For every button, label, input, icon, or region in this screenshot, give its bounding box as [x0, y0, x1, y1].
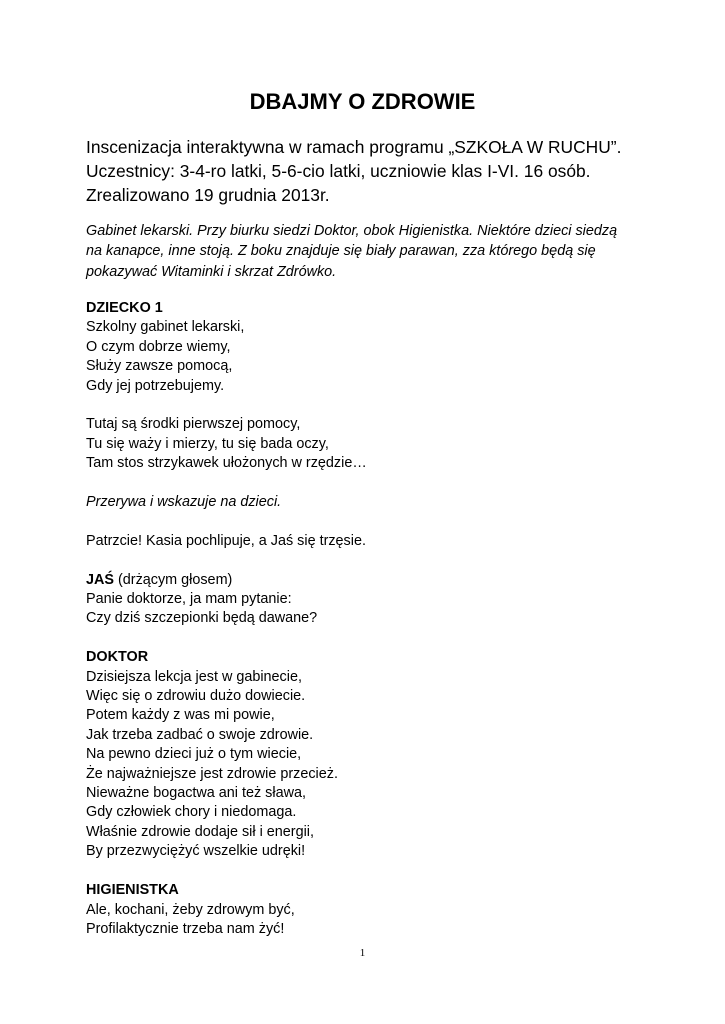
stanza-gap: [86, 551, 646, 570]
verse-line: Nieważne bogactwa ani też sława,: [86, 785, 306, 802]
verse-line: Więc się o zdrowiu dużo dowiecie.: [86, 688, 306, 705]
verse-line: Panie doktorze, ja mam pytanie:: [86, 591, 292, 608]
verse-line: By przezwyciężyć wszelkie udręki!: [86, 843, 306, 860]
stanza-gap: [86, 862, 646, 881]
verse-line: Że najważniejsze jest zdrowie przecież.: [86, 765, 338, 782]
stanza-gap: [86, 396, 646, 415]
speaker-doktor: DOKTOR: [86, 649, 149, 666]
verse-line: Szkolny gabinet lekarski,: [86, 319, 245, 336]
stage-direction-line: na kanapce, inne stoją. Z boku znajduje się biały parawan, zza którego będą się: [86, 243, 596, 260]
speaker-direction: (drżącym głosem): [118, 571, 233, 588]
verse-line: Tu się waży i mierzy, tu się bada oczy,: [86, 435, 329, 452]
verse-line: Właśnie zdrowie dodaje sił i energii,: [86, 823, 314, 840]
intro-paragraph: [86, 135, 646, 207]
verse-line: Na pewno dzieci już o tym wiecie,: [86, 746, 302, 763]
stage-direction: [86, 221, 656, 282]
verse-line: Służy zawsze pomocą,: [86, 358, 233, 375]
verse-line: Ale, kochani, żeby zdrowym być,: [86, 901, 295, 918]
stage-direction-line: Gabinet lekarski. Przy biurku siedzi Doktor, obok Higienistka. Niektóre dzieci siedzą: [86, 223, 618, 239]
verse-line: Tam stos strzykawek ułożonych w rzędzie…: [86, 455, 367, 472]
verse-line: Czy dziś szczepionki będą dawane?: [86, 610, 318, 627]
verse-line: Jak trzeba zadbać o swoje zdrowie.: [86, 726, 314, 743]
speaker-dziecko-1: DZIECKO 1: [86, 300, 163, 316]
speaker-jas-line: [86, 571, 646, 590]
stanza-gap: [86, 512, 646, 531]
script-body: [86, 299, 646, 939]
verse-line: Dzisiejsza lekcja jest w gabinecie,: [86, 668, 302, 685]
verse-line: O czym dobrze wiemy,: [86, 338, 231, 355]
intro-line: Zrealizowano 19 grudnia 2013r.: [86, 185, 330, 205]
verse-line: Patrzcie! Kasia pochlipuje, a Jaś się trzęsie.: [86, 532, 366, 549]
stanza-gap: [86, 629, 646, 648]
speaker-higienistka: HIGIENISTKA: [86, 882, 179, 899]
intro-line: Inscenizacja interaktywna w ramach programu „SZKOŁA W RUCHU”.: [86, 137, 622, 157]
verse-line: Profilaktycznie trzeba nam żyć!: [86, 920, 285, 937]
document-title: DBAJMY O ZDROWIE: [249, 89, 476, 114]
stage-direction-inline: Przerywa i wskazuje na dzieci.: [86, 494, 282, 511]
verse-line: Gdy człowiek chory i niedomaga.: [86, 804, 297, 821]
verse-line: Potem każdy z was mi powie,: [86, 707, 275, 724]
verse-line: Tutaj są środki pierwszej pomocy,: [86, 416, 301, 433]
intro-line: Uczestnicy: 3-4-ro latki, 5-6-cio latki, uczniowie klas I-VI. 16 osób.: [86, 161, 591, 181]
stage-direction-line: pokazywać Witaminki i skrzat Zdrówko.: [86, 263, 337, 280]
verse-line: Gdy jej potrzebujemy.: [86, 377, 225, 394]
page-number: 1: [359, 947, 366, 959]
stanza-gap: [86, 474, 646, 493]
speaker-jas: JAŚ: [86, 571, 114, 588]
